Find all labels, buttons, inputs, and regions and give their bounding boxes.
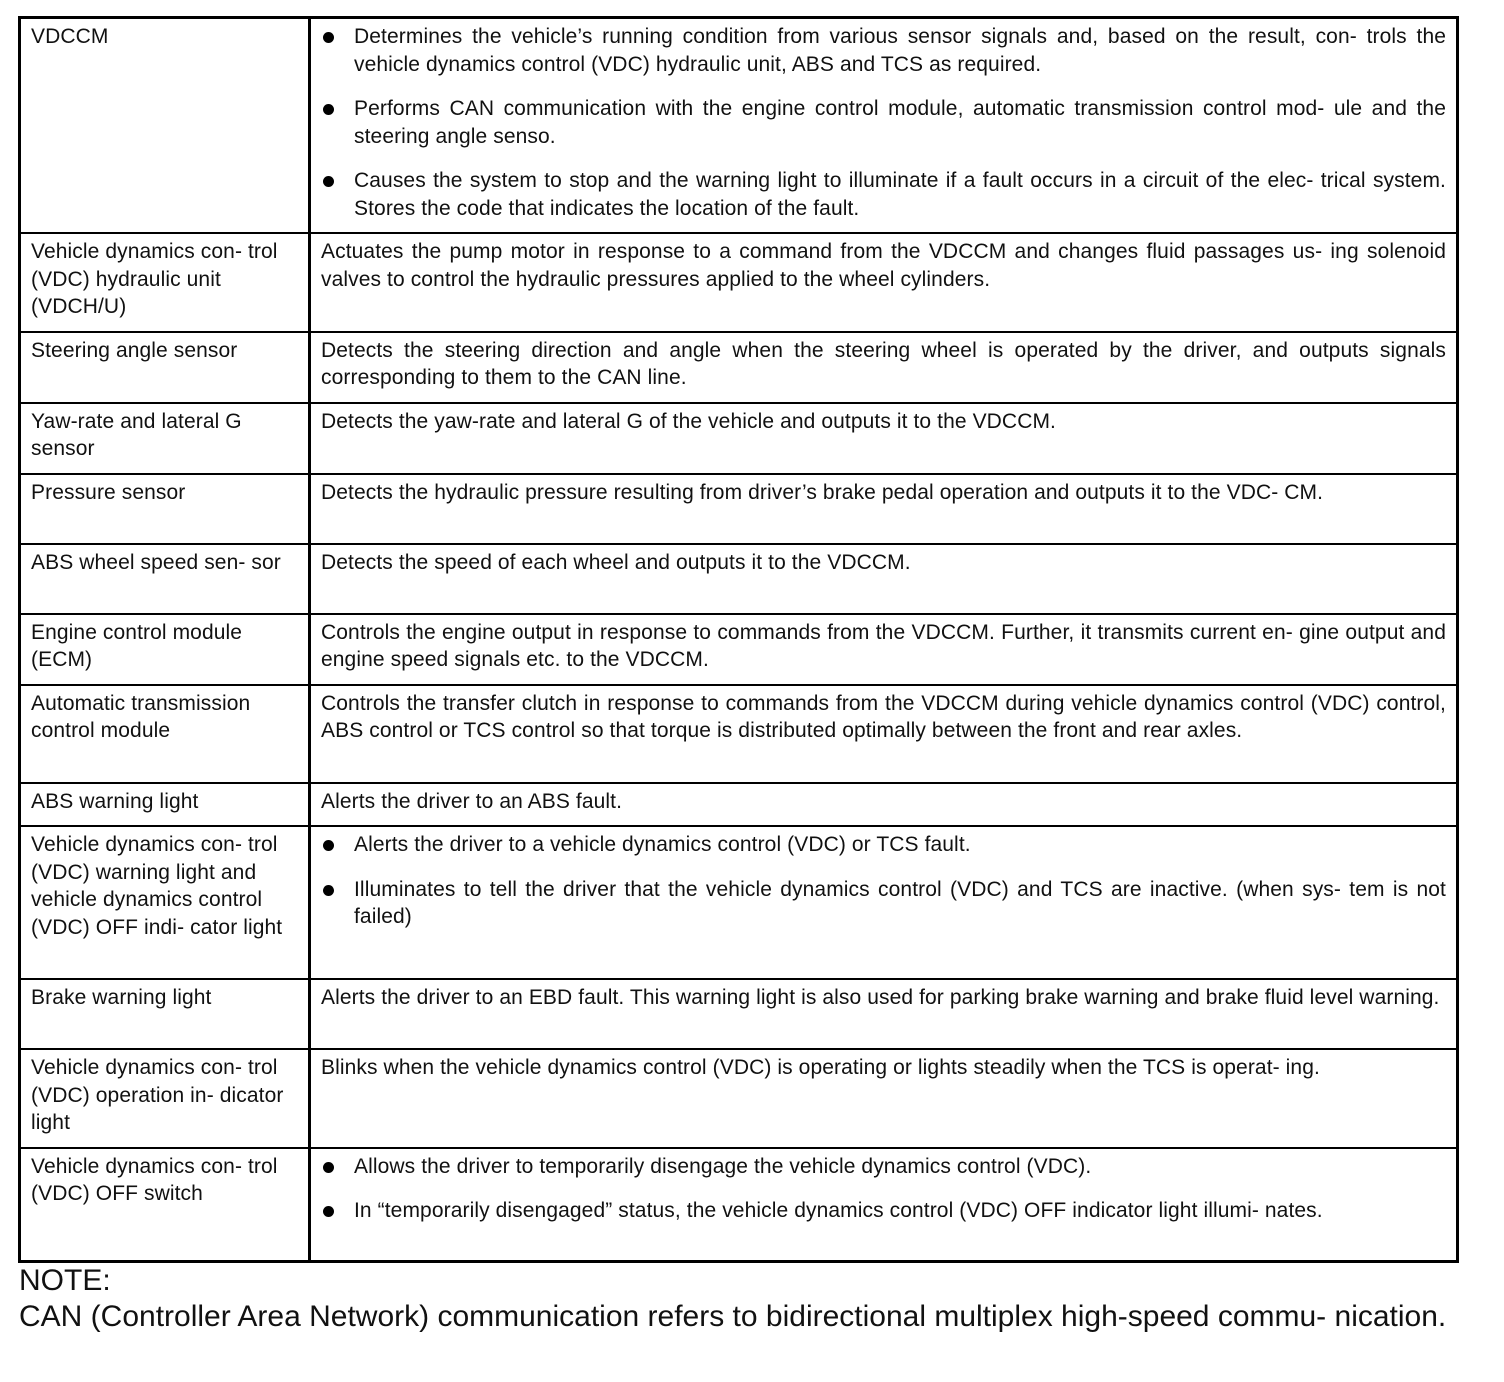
bullet-icon [323,1162,334,1173]
bullet-item: Alerts the driver to a vehicle dynamics control (VDC) or TCS fault. [321,831,1446,859]
table-row [20,685,1458,783]
component-description: Controls the engine output in response to commands from the VDCCM. Further, it transmits current en- gine output and engine speed signals etc. to the VDCCM. [310,614,1458,685]
component-description: Blinks when the vehicle dynamics control (VDC) is operating or lights steadily when the TCS is operat- ing. [310,1049,1458,1148]
component-description [310,826,1458,979]
bullet-list [321,1153,1446,1225]
component-name: Automatic transmission control module [20,685,310,783]
table-row [20,474,1458,544]
component-description: Alerts the driver to an ABS fault. [310,783,1458,827]
component-name: Engine control module (ECM) [20,614,310,685]
bullet-icon [323,840,334,851]
component-name: Yaw-rate and lateral G sensor [20,403,310,474]
bullet-icon [323,885,334,896]
bullet-item: In “temporarily disengaged” status, the vehicle dynamics control (VDC) OFF indicator light illumi- nates. [321,1197,1446,1225]
component-name: Vehicle dynamics con- trol (VDC) warning light and vehicle dynamics control (VDC) OFF indi- cator light [20,826,310,979]
component-description: Actuates the pump motor in response to a command from the VDCCM and changes fluid passages us- ing solenoid valves to control the hydraulic pressures applied to the wheel cylinders. [310,233,1458,332]
table-row [20,783,1458,827]
component-name: Vehicle dynamics con- trol (VDC) operation in- dicator light [20,1049,310,1148]
component-name: Brake warning light [20,979,310,1049]
bullet-item: Illuminates to tell the driver that the vehicle dynamics control (VDC) and TCS are inactive. (when sys- tem is not failed) [321,876,1446,931]
component-description: Detects the hydraulic pressure resulting from driver’s brake pedal operation and outputs it to the VDC- CM. [310,474,1458,544]
bullet-item: Causes the system to stop and the warning light to illuminate if a fault occurs in a circuit of the elec- trical system. Stores the code that indicates the location of the fault. [321,167,1446,222]
component-description [310,18,1458,234]
note-text: CAN (Controller Area Network) communication refers to bidirectional multiplex high-speed commu- nication. [19,1300,1447,1333]
bullet-item: Performs CAN communication with the engine control module, automatic transmission control mod- ule and the steering angle senso. [321,95,1446,150]
table-row [20,332,1458,403]
note-label: NOTE: [19,1264,111,1297]
bullet-list [321,831,1446,931]
bullet-icon [323,176,334,187]
component-description: Controls the transfer clutch in response to commands from the VDCCM during vehicle dynamics control (VDC) control, ABS control or TCS control so that torque is distributed optimally between the front and rear axles. [310,685,1458,783]
table-row [20,403,1458,474]
table-row [20,1148,1458,1262]
bullet-item: Allows the driver to temporarily disengage the vehicle dynamics control (VDC). [321,1153,1446,1181]
table-row [20,1049,1458,1148]
component-name: Pressure sensor [20,474,310,544]
component-name: VDCCM [20,18,310,234]
component-name: ABS wheel speed sen- sor [20,544,310,614]
component-description: Detects the speed of each wheel and outputs it to the VDCCM. [310,544,1458,614]
table-row [20,233,1458,332]
component-name: Vehicle dynamics con- trol (VDC) OFF switch [20,1148,310,1262]
component-name: ABS warning light [20,783,310,827]
bullet-icon [323,1206,334,1217]
bullet-item: Determines the vehicle’s running condition from various sensor signals and, based on the result, con- trols the vehicle dynamics control (VDC) hydraulic unit, ABS and TCS as required. [321,23,1446,78]
bullet-icon [323,104,334,115]
table-row [20,826,1458,979]
component-description: Alerts the driver to an EBD fault. This warning light is also used for parking brake warning and brake fluid level warning. [310,979,1458,1049]
table-row [20,614,1458,685]
bullet-list [321,23,1446,222]
table-row [20,18,1458,234]
component-name: Steering angle sensor [20,332,310,403]
component-description [310,1148,1458,1262]
component-description: Detects the steering direction and angle when the steering wheel is operated by the driver, and outputs signals corresponding to them to the CAN line. [310,332,1458,403]
table-row [20,979,1458,1049]
component-table [18,16,1459,1263]
table-row [20,544,1458,614]
component-name: Vehicle dynamics con- trol (VDC) hydraulic unit (VDCH/U) [20,233,310,332]
bullet-icon [323,32,334,43]
component-description: Detects the yaw-rate and lateral G of the vehicle and outputs it to the VDCCM. [310,403,1458,474]
note [19,1263,1459,1335]
